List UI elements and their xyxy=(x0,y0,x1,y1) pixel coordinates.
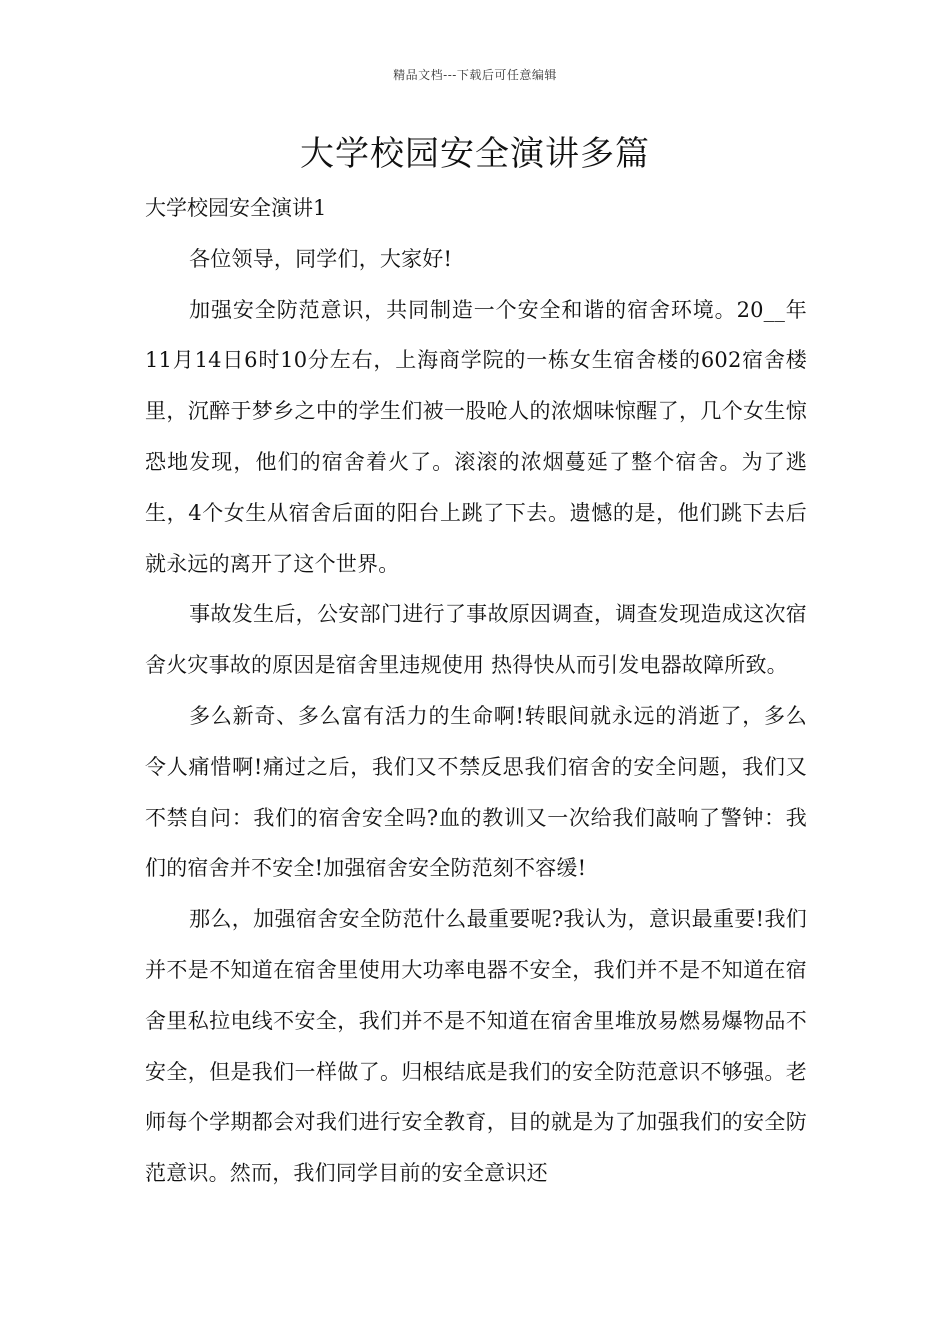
paragraph-awareness: 那么，加强宿舍安全防范什么最重要呢?我认为，意识最重要!我们并不是不知道在宿舍里使用大功率电器不安全，我们并不是不知道在宿舍里私拉电线不安全，我们并不是不知道在宿舍里堆放易燃易爆物品不安全，但是我们一样做了。归根结底是我们的安全防范意识不够强。老师每个学期都会对我们进行安全教育，目的就是为了加强我们的安全防范意识。然而，我们同学目前的安全意识还 xyxy=(145,907,807,1186)
document-body xyxy=(145,183,807,1199)
header-note: 精品文档---下载后可任意编辑 xyxy=(393,68,557,82)
paragraph-reflection: 多么新奇、多么富有活力的生命啊!转眼间就永远的消逝了，多么令人痛惜啊!痛过之后，我们又不禁反思我们宿舍的安全问题，我们又不禁自问：我们的宿舍安全吗?血的教训又一次给我们敲响了警钟：我们的宿舍并不安全!加强宿舍安全防范刻不容缓! xyxy=(145,703,807,881)
paragraph-incident: 加强安全防范意识，共同制造一个安全和谐的宿舍环境。20__年11月14日6时10分左右，上海商学院的一栋女生宿舍楼的602宿舍楼里，沉醉于梦乡之中的学生们被一股呛人的浓烟味惊醒了，几个女生惊恐地发现，他们的宿舍着火了。滚滚的浓烟蔓延了整个宿舍。为了逃生，4个女生从宿舍后面的阳台上跳了下去。遗憾的是，他们跳下去后就永远的离开了这个世界。 xyxy=(145,297,807,576)
document-title: 大学校园安全演讲多篇 xyxy=(300,134,650,174)
paragraph-greeting: 各位领导，同学们，大家好! xyxy=(189,246,453,271)
paragraph-investigation: 事故发生后，公安部门进行了事故原因调查，调查发现造成这次宿舍火灾事故的原因是宿舍里违规使用 热得快从而引发电器故障所致。 xyxy=(145,602,807,678)
section-heading: 大学校园安全演讲1 xyxy=(145,196,327,220)
